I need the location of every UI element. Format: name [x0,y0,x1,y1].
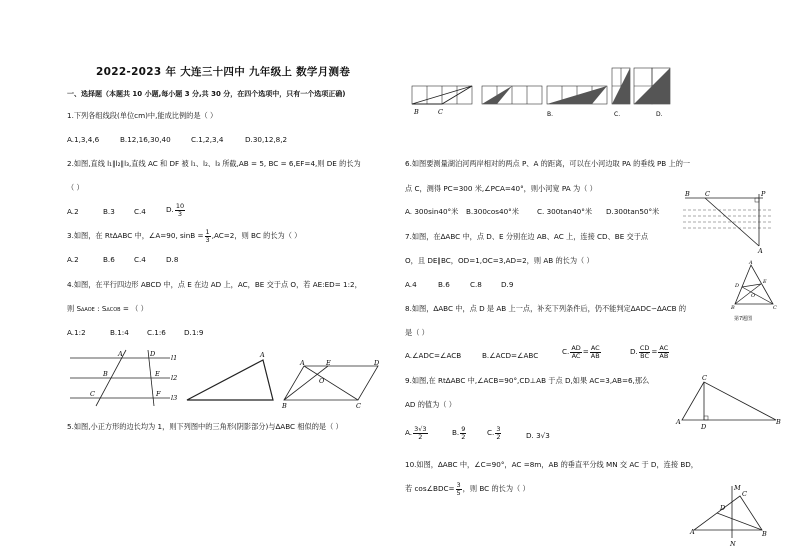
q9-opt-c: C. $\frac{3}{2}$ [487,425,501,441]
q10-label-m: M [734,484,741,492]
q1-opt-d: D.30,12,8,2 [245,135,288,144]
q9-label-a: A [676,418,681,426]
q9-label-c: C [702,374,707,382]
q4-opt-c: C.1:6 [147,328,166,337]
q4-stem2: 则 S∆AOE : S∆COB = （ ） [67,304,148,313]
q6-stem2: 点 C，测得 PC=300 米,∠PCA=40°，则小河宽 PA 为（ ） [405,184,597,193]
q2-opt-a: A.2 [67,207,79,216]
page-title: 2022-2023 年 大连三十四中 九年级上 数学月测卷 [96,66,351,78]
q3-label-a: A [260,351,265,359]
q1-opt-a: A.1,3,4,6 [67,135,100,144]
q2-label-l1: l1 [171,354,178,362]
q5-original-grid [412,86,472,116]
q7-opt-a: A.4 [405,280,417,289]
q4-opt-b: B.1:4 [110,328,129,337]
q5-figure [412,68,702,122]
q10-figure [690,484,770,548]
q5-label-opt-d: D. [656,111,663,118]
q3-opt-b: B.6 [103,255,115,264]
q5-option-d [634,68,670,118]
q9-label-d: D [701,423,707,431]
q3-opt-c: C.4 [134,255,146,264]
q7-opt-b: B.6 [438,280,450,289]
q10-stem2: 若 cos∠BDC= $\frac{3}{5}$ ，则 BC 的长为（ ） [405,481,530,497]
q2-opt-d-label: D. [166,205,174,214]
q7-figure [731,262,777,312]
q2-label-l3: l3 [171,394,178,402]
q5-stem: 5.如图,小正方形的边长均为 1，则下列图中的三角形(阴影部分)与∆ABC 相似的是（ ） [67,422,343,431]
q4-label-o: O [319,377,325,385]
q2-stem: 2.如图,直线 l₁∥l₂∥l₃,直线 AC 和 DF 被 l₁、l₂、l₃ 所截,AB = 5, BC = 6,EF=4,则 DE 的长为 [67,159,361,168]
q4-opt-a: A.1:2 [67,328,86,337]
q10-label-n: N [730,540,736,548]
q7-stem2: O，且 DE∥BC，OD=1,OC=3,AD=2，则 AB 的长为（ ） [405,256,594,265]
q4-label-b: B [282,402,287,410]
q6-label-c: C [705,190,710,198]
q7-label-a: A [749,260,753,266]
q2-label-f: F [156,390,161,398]
q8-opt-b: B.∠ACD=∠ABC [482,351,539,360]
q10-label-a: A [690,528,695,536]
q2-opt-d [166,203,186,217]
q7-opt-c: C.8 [470,280,482,289]
q6-stem: 6.如图要测量湖泊河两岸相对的两点 P、A 的距离，可以在小河边取 PA 的垂线 PB 上的一 [405,159,691,168]
q5-label-opt-c: C. [614,111,621,118]
q2-label-l2: l2 [171,374,178,382]
q5-label-c: C [438,108,443,116]
q2-label-a: A [118,350,123,358]
q9-opt-b: B. $\frac{9}{2}$ [452,425,466,441]
q5-label-opt-b: B. [547,111,554,118]
q3-stem: 3.如图，在 Rt∆ABC 中，∠A=90, sinB = $\frac{1}{3}$ ,AC=2，则 BC 的长为（ ） [67,228,302,244]
q7-label-b: B [731,305,735,311]
q2-label-d: D [150,350,156,358]
q2-figure [70,348,180,408]
q7-stem: 7.如图，在∆ABC 中，点 D、E 分别在边 AB、AC 上，连接 CD、BE 交于点 [405,232,649,241]
q6-opt-d: D.300tan50°米 [606,207,660,216]
q9-stem2: AD 的值为（ ） [405,400,456,409]
q5-label-b: B [414,108,419,116]
q3-figure [185,352,275,402]
q10-label-b: B [762,530,767,538]
q6-opt-a: A. 300sin40°米 [405,207,459,216]
q7-label-e: E [763,279,767,285]
q6-label-b: B [685,190,690,198]
q7-label-d: D [735,283,740,289]
q1-opt-c: C.1,2,3,4 [191,135,224,144]
q8-opt-c: C. $\frac{AD}{AC}$ = $\frac{AC}{AB}$ [562,344,600,360]
section-heading: 一、选择题（本题共 10 小题,每小题 3 分,共 30 分，在四个选项中，只有一个选项正确) [67,90,346,98]
q9-opt-d: D. 3√3 [526,431,550,440]
q5-option-c [612,68,630,118]
q9-opt-a: A. $\frac{3√3}{2}$ [405,425,427,441]
q6-label-p: P [761,190,766,198]
q7-figure-caption: 第7题图 [734,316,753,322]
q8-stem: 8.如图，∆ABC 中，点 D 是 AB 上一点，补充下列条件后，仍不能判定∆ADC∽∆ACB 的 [405,304,687,313]
q1-opt-b: B.12,16,30,40 [120,135,171,144]
q4-stem: 4.如图，在平行四边形 ABCD 中，点 E 在边 AD 上，AC，BE 交于点 O，若 AE:ED= 1:2， [67,280,362,289]
q2-label-e: E [155,370,160,378]
q4-label-d: D [374,359,380,367]
q9-stem: 9.如图,在 Rt∆ABC 中,∠ACB=90°,CD⊥AB 于点 D,如果 AC=3,AB=6,那么 [405,376,650,385]
q2-label-b: B [103,370,108,378]
q1-stem: 1.下列各组线段(单位cm)中,能成比例的是（ ） [67,111,218,120]
q10-stem: 10.如图，∆ABC 中，∠C=90°，AC =8m，AB 的垂直平分线 MN 交 AC 于 D，连接 BD， [405,460,698,469]
q2-opt-c: C.4 [134,207,146,216]
q6-opt-c: C. 300tan40°米 [537,207,593,216]
q2-opt-b: B.3 [103,207,115,216]
q6-label-a: A [758,247,763,255]
q7-opt-d: D.9 [501,280,514,289]
q6-figure [683,188,773,254]
q8-stem2: 是（ ） [405,328,429,337]
q3-opt-d: D.8 [166,255,179,264]
q10-label-d: D [720,504,726,512]
q3-opt-a: A.2 [67,255,79,264]
q7-label-o: O [751,293,756,299]
q6-opt-b: B.300cos40°米 [466,207,519,216]
q8-opt-a: A.∠ADC=∠ACB [405,351,462,360]
q4-label-a: A [300,359,305,367]
q10-label-c: C [742,490,747,498]
q7-label-c: C [773,305,777,311]
q4-opt-d: D.1:9 [184,328,204,337]
q2-paren: （ ） [67,183,84,192]
q4-figure [282,360,382,408]
q5-option-b [547,86,607,118]
q5-option-a [482,86,542,104]
q4-label-c: C [356,402,361,410]
q4-label-e: E [326,359,331,367]
q3-sin-fraction: $\frac{1}{3}$ [205,228,210,244]
q9-label-b: B [776,418,781,426]
q8-opt-d: D. $\frac{CD}{BC}$ = $\frac{AC}{AB}$ [630,344,669,360]
q2-label-c: C [90,390,95,398]
q2-opt-d-fraction: $\frac{10}{3}$ [175,202,185,218]
q9-figure [676,374,786,431]
